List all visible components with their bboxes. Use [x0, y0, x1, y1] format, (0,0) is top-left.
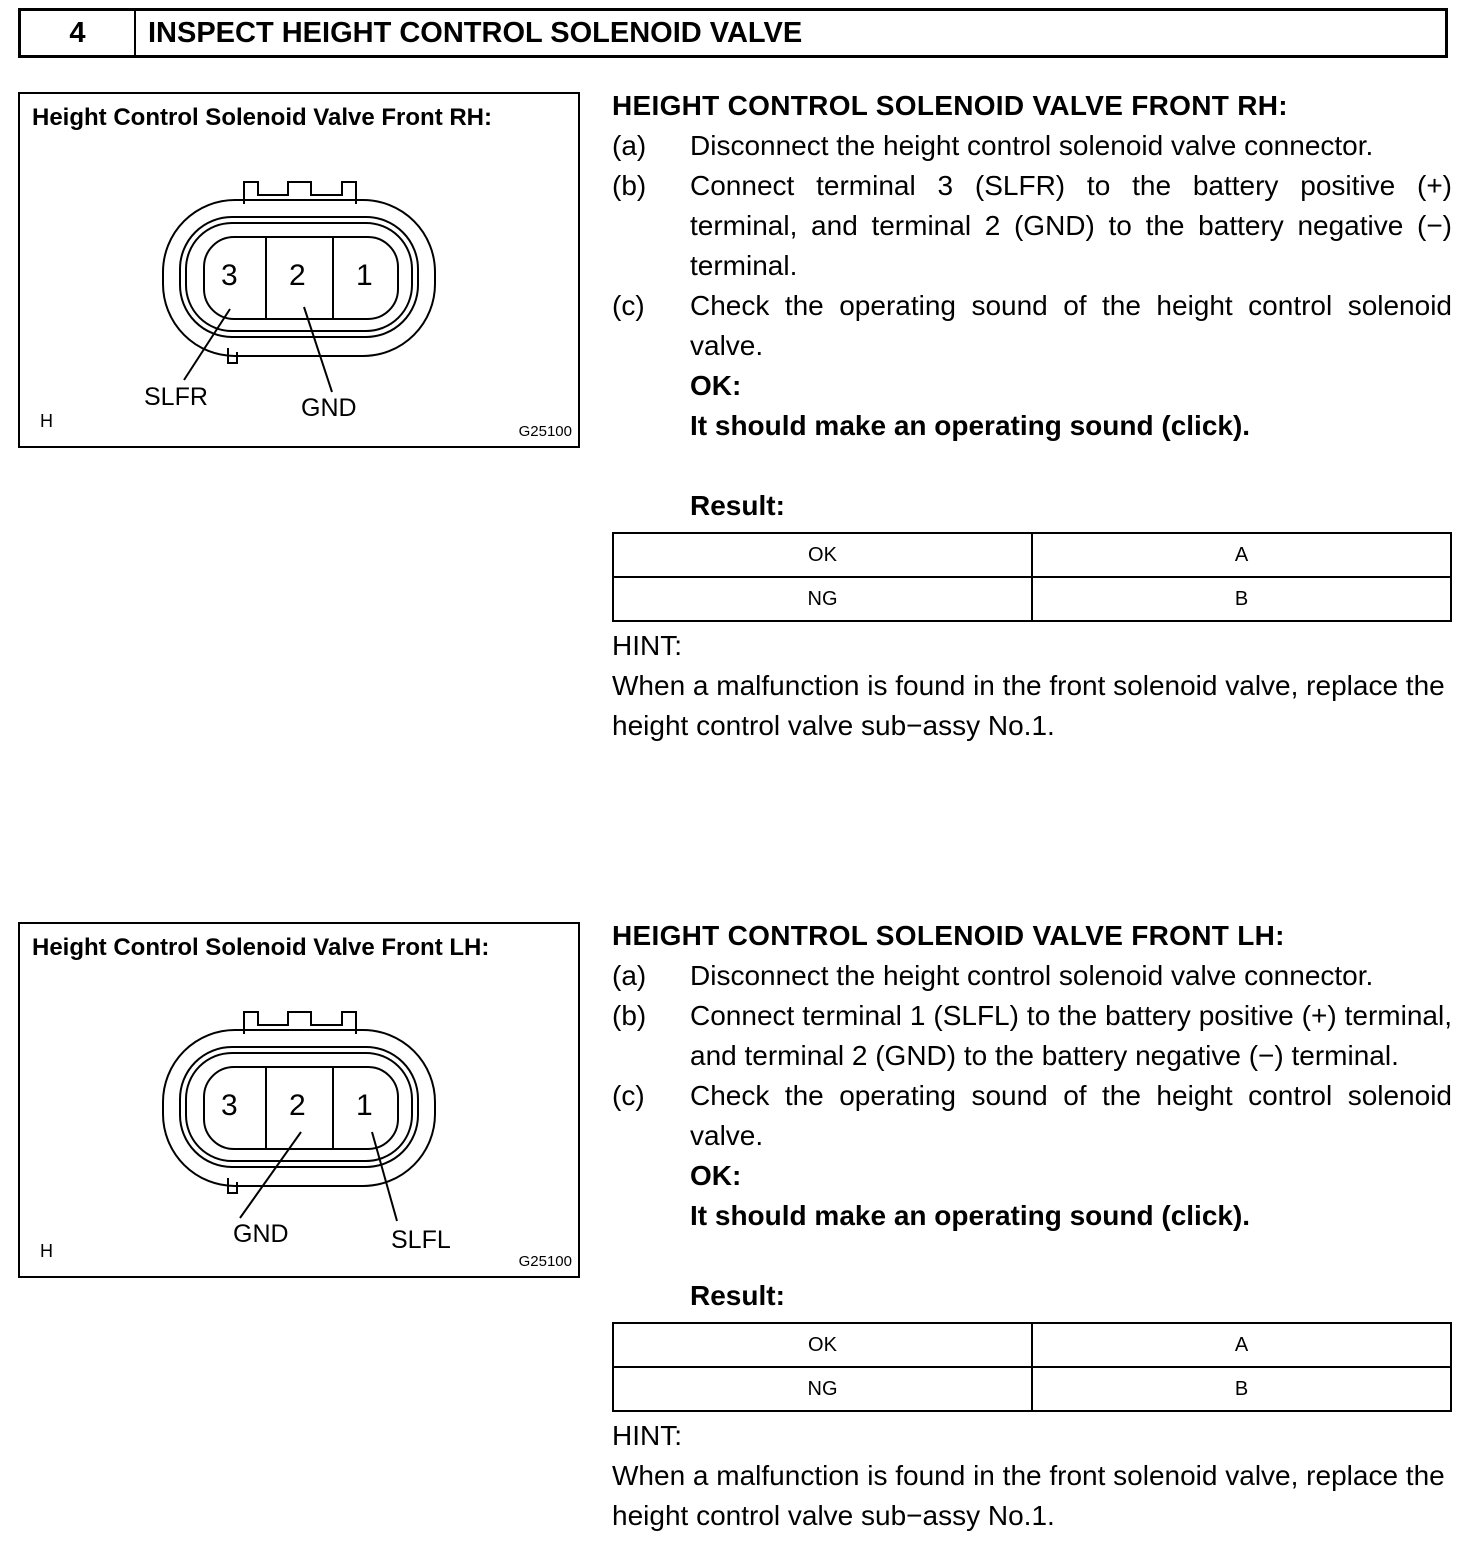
figure-code: G25100	[518, 423, 572, 440]
terminal-2-label: 2	[289, 1089, 306, 1122]
step-c	[612, 1076, 1452, 1156]
table-cell: NG	[613, 577, 1032, 621]
step-number: 4	[21, 11, 136, 55]
slfr-label: SLFR	[144, 383, 208, 411]
table-cell: B	[1032, 577, 1451, 621]
table-cell: A	[1032, 533, 1451, 577]
instructions-lh	[612, 916, 1452, 1536]
connector-figure-rh	[18, 92, 580, 448]
figure-caption: Height Control Solenoid Valve Front LH:	[32, 934, 490, 961]
step-text: Connect terminal 1 (SLFL) to the battery positive (+) terminal, and terminal 2 (GND) to the battery negative (−) terminal.	[690, 1000, 1452, 1071]
step-c	[612, 286, 1452, 366]
figure-corner-mark: H	[40, 411, 53, 431]
result-label: Result:	[690, 490, 785, 521]
gnd-label: GND	[301, 394, 357, 422]
hint-label: HINT:	[612, 630, 682, 661]
step-text: Disconnect the height control solenoid valve connector.	[690, 130, 1374, 161]
ok-label: OK:	[690, 370, 742, 401]
table-cell: A	[1032, 1323, 1451, 1367]
step-text: Check the operating sound of the height control solenoid valve.	[690, 290, 1452, 361]
hint-text: When a malfunction is found in the front solenoid valve, replace the height control valve sub−assy No.1.	[612, 670, 1445, 741]
ok-label: OK:	[690, 1160, 742, 1191]
connector-figure-lh	[18, 922, 580, 1278]
terminal-1-label: 1	[356, 1089, 373, 1122]
terminal-3-label: 3	[221, 259, 238, 292]
figure-code: G25100	[518, 1253, 572, 1270]
step-key: (a)	[612, 960, 647, 991]
result-table	[612, 532, 1452, 622]
step-header	[18, 8, 1448, 58]
table-cell: NG	[613, 1367, 1032, 1411]
terminal-1-label: 1	[356, 259, 373, 292]
section-heading: HEIGHT CONTROL SOLENOID VALVE FRONT LH:	[612, 920, 1285, 951]
hint-label: HINT:	[612, 1420, 682, 1451]
table-row	[613, 1367, 1451, 1411]
table-cell: OK	[613, 1323, 1032, 1367]
table-row	[613, 1323, 1451, 1367]
step-a	[612, 956, 1452, 996]
step-key: (b)	[612, 170, 647, 201]
step-b	[612, 996, 1452, 1076]
table-cell: B	[1032, 1367, 1451, 1411]
step-text: Disconnect the height control solenoid valve connector.	[690, 960, 1374, 991]
hint-text: When a malfunction is found in the front solenoid valve, replace the height control valve sub−assy No.1.	[612, 1460, 1445, 1531]
terminal-3-label: 3	[221, 1089, 238, 1122]
terminal-2-label: 2	[289, 259, 306, 292]
figure-caption: Height Control Solenoid Valve Front RH:	[32, 104, 493, 131]
result-label: Result:	[690, 1280, 785, 1311]
instructions-rh	[612, 86, 1452, 746]
ok-text: It should make an operating sound (click).	[690, 1200, 1251, 1231]
step-key: (c)	[612, 290, 645, 321]
step-key: (c)	[612, 1080, 645, 1111]
step-key: (a)	[612, 130, 647, 161]
figure-corner-mark: H	[40, 1241, 53, 1261]
section-heading: HEIGHT CONTROL SOLENOID VALVE FRONT RH:	[612, 90, 1288, 121]
step-text: Connect terminal 3 (SLFR) to the battery positive (+) terminal, and terminal 2 (GND) to the battery negative (−) terminal.	[690, 170, 1452, 281]
ok-text: It should make an operating sound (click).	[690, 410, 1251, 441]
table-row	[613, 577, 1451, 621]
result-table	[612, 1322, 1452, 1412]
step-a	[612, 126, 1452, 166]
step-title: INSPECT HEIGHT CONTROL SOLENOID VALVE	[148, 16, 803, 49]
slfl-label: SLFL	[391, 1226, 451, 1254]
table-cell: OK	[613, 533, 1032, 577]
step-text: Check the operating sound of the height control solenoid valve.	[690, 1080, 1452, 1151]
gnd-label: GND	[233, 1220, 289, 1248]
table-row	[613, 533, 1451, 577]
step-b	[612, 166, 1452, 286]
step-key: (b)	[612, 1000, 647, 1031]
